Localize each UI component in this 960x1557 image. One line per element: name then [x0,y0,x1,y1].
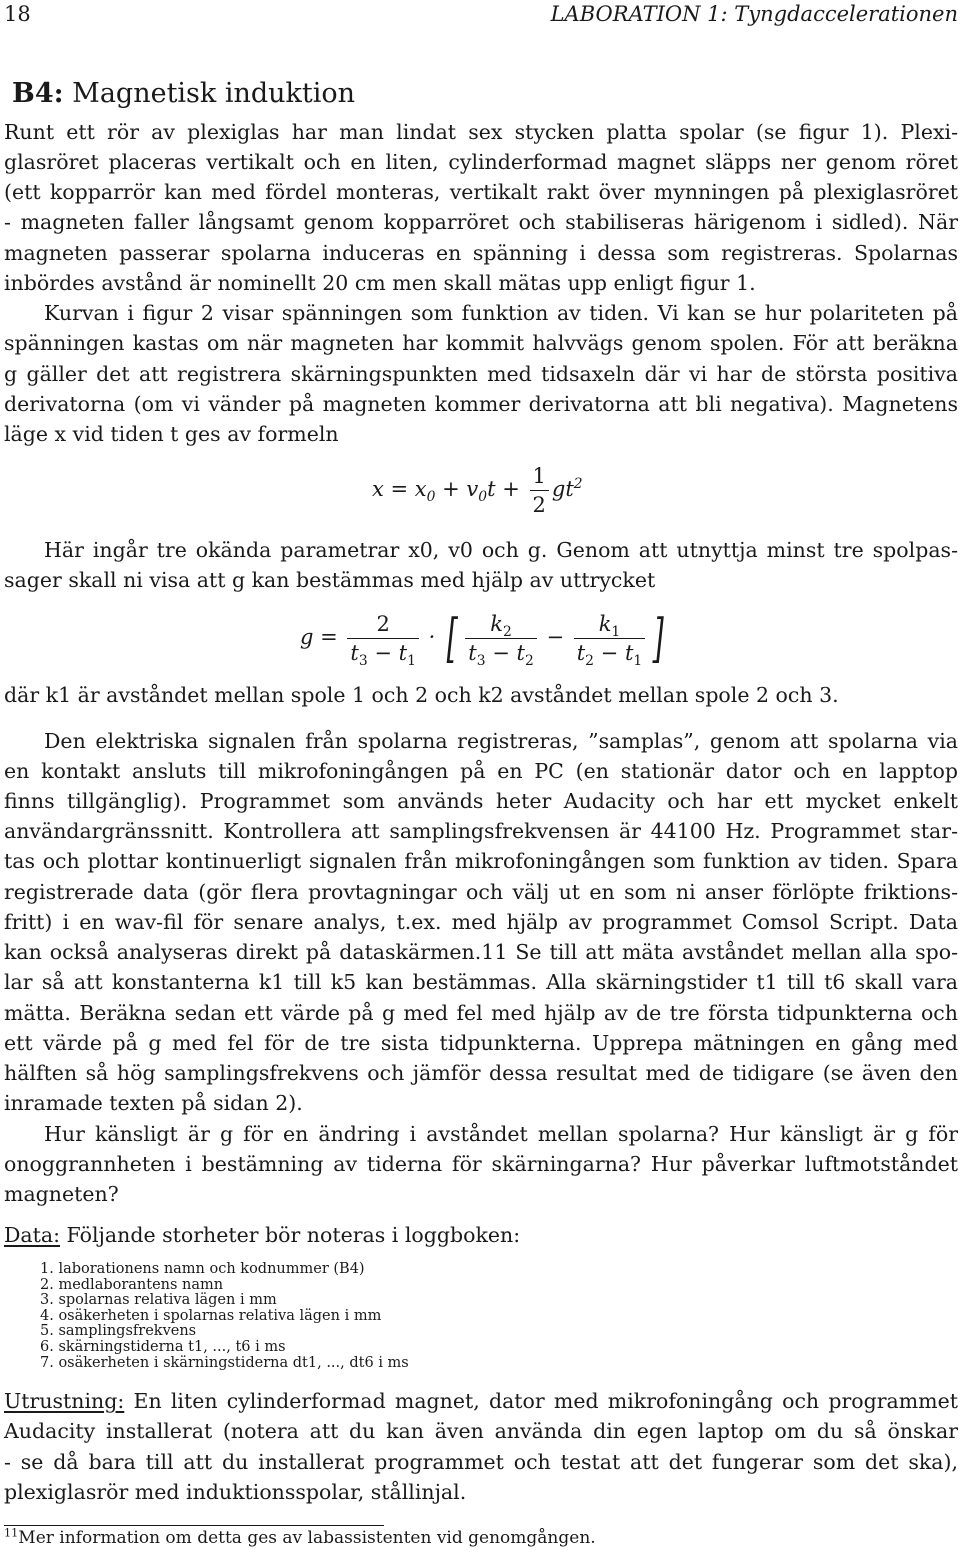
footnote-rule [4,1525,384,1526]
equation-g: g = $\frac{2}{t_3 - t_1}$ · [ $\frac{k_2}{t_3 - t_2}$ − $\frac{k_1}{t_2 - t_1}$ ] [300,608,664,670]
text-line: där k1 är avståndet mellan spole 1 och 2 och k2 avståndet mellan spole 2 och 3. [4,683,839,707]
text-line: Den elektriska signalen från spolarna registreras, ”samplas”, genom att spolarna via [44,729,958,753]
text-line: sager skall ni visa att g kan bestämmas med hjälp av uttrycket [4,568,656,592]
text-line: inramade texten på sidan 2). [4,1091,303,1115]
text-line: registrerade data (gör flera provtagningar och välj ut en som ni anser förlöpte friktions- [4,880,958,904]
data-list [40,1262,409,1371]
text-line: derivatorna (om vi vänder på magneten kommer derivatorna att bli negativa). Magnetens [4,392,958,416]
text-line: Audacity installerat (notera att du kan även använda din egen laptop om du så önskar [4,1419,958,1443]
equation-position: $x = x_0 + v_0t$ + $\frac{1}{2}$ $gt^2$ [372,464,583,517]
list-item: 2. medlaborantens namn [40,1276,224,1293]
text-line: Här ingår tre okända parametrar x0, v0 och g. Genom att utnyttja minst tre spolpas- [44,538,958,562]
equipment-label: Utrustning: [4,1389,125,1413]
footnote-mark: 11 [4,1526,19,1540]
data-heading [4,1220,520,1250]
text-line: inbördes avstånd är nominellt 20 cm men skall mätas upp enligt figur 1. [4,271,756,295]
running-title: LABORATION 1: Tyngdaccelerationen [550,2,958,26]
text-line: mätta. Beräkna sedan ett värde på g med fel med hjälp av de tre första tidpunkterna och [4,1001,958,1025]
list-item: 1. laborationens namn och kodnummer (B4) [40,1261,365,1277]
text-line: lar så att konstanterna k1 till k5 kan bestämmas. Alla skärningstider t1 till t6 skall vara [4,970,958,994]
text-line: Kurvan i figur 2 visar spänningen som funktion av tiden. Vi kan se hur polariteten på [44,301,958,325]
text-line: plexiglasrör med induktionsspolar, stållinjal. [4,1480,467,1504]
text-line: glasröret placeras vertikalt och en liten, cylinderformad magnet släpps ner genom röret [4,150,958,174]
data-label: Data: [4,1223,61,1247]
text-line: hälften så hög samplingsfrekvens och jämför dessa resultat med de tidigare (se även den [4,1061,958,1085]
section-label: B4: [12,78,64,109]
text-line: läge x vid tiden t ges av formeln [4,422,339,446]
page-number: 18 [4,2,31,26]
footnote-text: Mer information om detta ges av labassistenten vid genomgången. [18,1528,596,1548]
text-line: finns tillgänglig). Programmet som används heter Audacity och har ett mycket enkelt [4,789,958,813]
text-line: användargränssnitt. Kontrollera att samplingsfrekvensen är 44100 Hz. Programmet star- [4,819,958,843]
text-line: spänningen kastas om när magneten har kommit halvvägs genom spolen. För att beräkna [4,331,958,355]
text-line: Utrustning: En liten cylinderformad magnet, dator med mikrofoningång och programmet [4,1389,958,1413]
text-line: en kontakt ansluts till mikrofoningången på en PC (en stationär dator och en lapptop [4,759,958,783]
text-line: g gäller det att registrera skärningspunkten med tidsaxeln där vi har de största positiva [4,362,958,386]
list-item: 3. spolarnas relativa lägen i mm [40,1292,277,1309]
list-item: 4. osäkerheten i spolarnas relativa lägen i mm [40,1307,382,1324]
text-line: magneten? [4,1182,119,1206]
list-item: 6. skärningstiderna t1, ..., t6 i ms [40,1338,286,1355]
text-line: - se då bara till att du installerat programmet och testat att det fungerar som det ska), [4,1450,958,1474]
text-line: Hur känsligt är g för en ändring i avståndet mellan spolarna? Hur känsligt är g för [44,1122,958,1146]
section-heading [12,78,355,109]
text-line: Runt ett rör av plexiglas har man lindat sex stycken platta spolar (se figur 1). Plexi- [4,120,958,144]
text-line: tas och plottar kontinuerligt signalen från mikrofoningången som funktion av tiden. Spara [4,849,958,873]
text-line: onoggrannheten i bestämning av tiderna för skärningarna? Hur påverkar luftmotståndet [4,1152,958,1176]
list-item: 7. osäkerheten i skärningstiderna dt1, ..., dt6 i ms [40,1354,409,1371]
text-line: kan också analyseras direkt på dataskärmen.11 Se till att mäta avståndet mellan alla spo- [4,940,958,964]
list-item: 5. samplingsfrekvens [40,1323,197,1340]
text-line: fritt) i en wav-fil för senare analys, t.ex. med hjälp av programmet Comsol Script. Data [4,910,958,934]
text-line: ett värde på g med fel för de tre sista tidpunkterna. Upprepa mätningen en gång med [4,1031,958,1055]
section-title: Magnetisk induktion [72,78,356,109]
text-line: (ett kopparrör kan med fördel monteras, vertikalt rakt över mynningen på plexiglasröret [4,180,958,204]
footnote [4,1528,596,1548]
text-line: magneten passerar spolarna induceras en spänning i dessa som registreras. Spolarnas [4,241,958,265]
data-intro: Följande storheter bör noteras i loggboken: [60,1223,521,1247]
text-line: - magneten faller långsamt genom kopparröret och stabiliseras härigenom i sidled). När [4,210,958,234]
